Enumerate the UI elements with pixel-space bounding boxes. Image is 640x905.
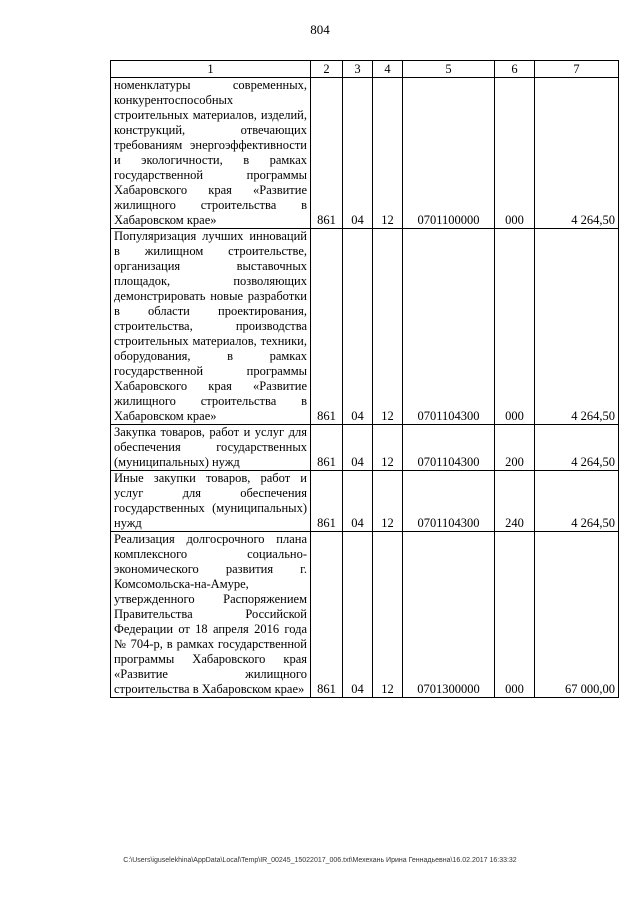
header-col-1: 1 [111, 61, 311, 78]
row-name: номенклатуры современных, конкурентоспособных строительных материалов, изделий, конструкций, отвечающих требованиям энергоэффективности и экологичности, в рамках государственной программы Хабаровского края «Развитие жилищного строительства в Хабаровском крае» [111, 78, 311, 229]
row-name: Закупка товаров, работ и услуг для обеспечения государственных (муниципальных) нужд [111, 425, 311, 471]
row-section-code: 04 [343, 425, 373, 471]
row-section-code: 04 [343, 532, 373, 698]
row-target-article: 0701104300 [403, 425, 495, 471]
row-expense-type: 240 [495, 471, 535, 532]
table-row [111, 471, 619, 532]
row-subsection-code: 12 [373, 78, 403, 229]
budget-table [110, 60, 619, 698]
table-row [111, 532, 619, 698]
header-col-5: 5 [403, 61, 495, 78]
row-ministry-code: 861 [311, 532, 343, 698]
row-ministry-code: 861 [311, 78, 343, 229]
row-section-code: 04 [343, 78, 373, 229]
row-ministry-code: 861 [311, 229, 343, 425]
header-col-6: 6 [495, 61, 535, 78]
row-amount: 4 264,50 [535, 229, 619, 425]
row-amount: 4 264,50 [535, 78, 619, 229]
row-subsection-code: 12 [373, 471, 403, 532]
table-row [111, 425, 619, 471]
table-row [111, 229, 619, 425]
header-col-4: 4 [373, 61, 403, 78]
row-section-code: 04 [343, 229, 373, 425]
row-ministry-code: 861 [311, 471, 343, 532]
row-expense-type: 200 [495, 425, 535, 471]
row-target-article: 0701104300 [403, 229, 495, 425]
file-path-footer: C:\Users\iguselekhina\AppData\Local\Temp\IR_00245_15022017_006.txt\Мехехань Ирина Геннадьевна\16.02.2017 16:33:32 [123, 857, 517, 864]
row-name: Иные закупки товаров, работ и услуг для обеспечения государственных (муниципальных) нужд [111, 471, 311, 532]
row-amount: 4 264,50 [535, 425, 619, 471]
row-subsection-code: 12 [373, 532, 403, 698]
row-expense-type: 000 [495, 78, 535, 229]
row-subsection-code: 12 [373, 229, 403, 425]
header-col-7: 7 [535, 61, 619, 78]
row-amount: 4 264,50 [535, 471, 619, 532]
header-row [111, 61, 619, 78]
row-target-article: 0701100000 [403, 78, 495, 229]
row-amount: 67 000,00 [535, 532, 619, 698]
row-ministry-code: 861 [311, 425, 343, 471]
row-section-code: 04 [343, 471, 373, 532]
table-row [111, 78, 619, 229]
row-target-article: 0701300000 [403, 532, 495, 698]
row-name: Популяризация лучших инноваций в жилищном строительстве, организация выставочных площадок, позволяющих демонстрировать новые разработки в области проектирования, строительства, производства строительных материалов, техники, оборудования, в рамках государственной программы Хабаровского края «Развитие жилищного строительства в Хабаровском крае» [111, 229, 311, 425]
row-expense-type: 000 [495, 532, 535, 698]
row-expense-type: 000 [495, 229, 535, 425]
row-name: Реализация долгосрочного плана комплексного социально-экономического развития г. Комсомольска-на-Амуре, утвержденного Распоряжением Правительства Российской Федерации от 18 апреля 2016 года № 704-р, в рамках государственной программы Хабаровского края «Развитие жилищного строительства в Хабаровском крае» [111, 532, 311, 698]
row-subsection-code: 12 [373, 425, 403, 471]
header-col-3: 3 [343, 61, 373, 78]
page-number: 804 [310, 22, 330, 37]
row-target-article: 0701104300 [403, 471, 495, 532]
header-col-2: 2 [311, 61, 343, 78]
